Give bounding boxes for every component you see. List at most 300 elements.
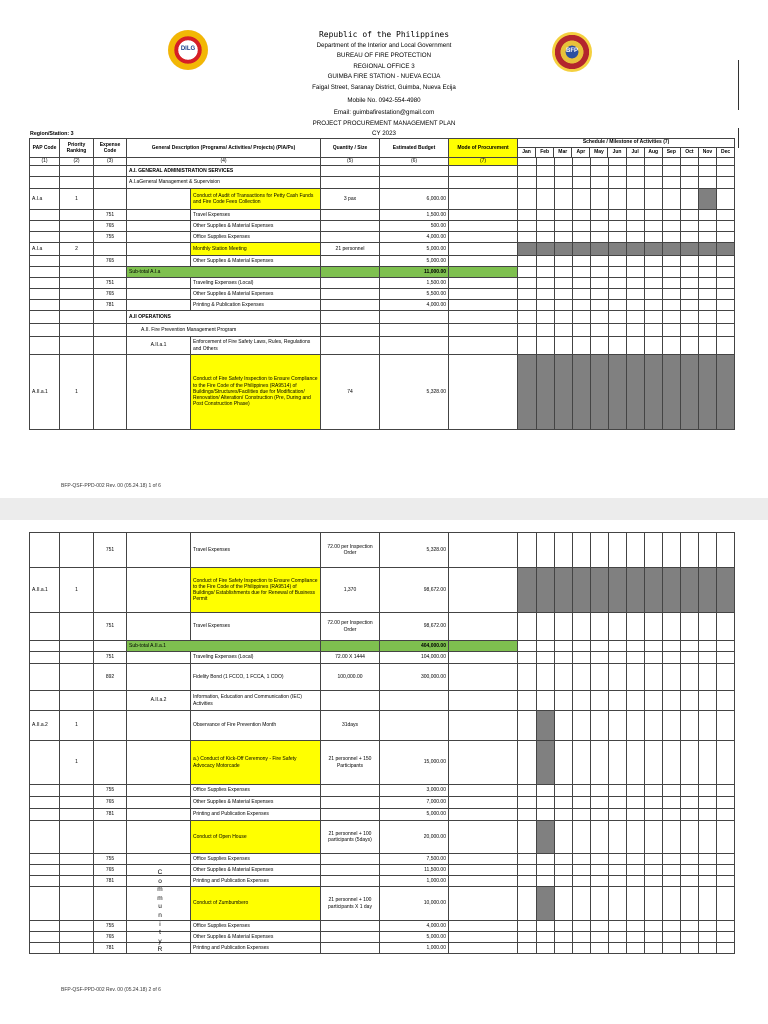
schedule-cell <box>627 337 645 355</box>
schedule-cell <box>591 664 609 691</box>
pap-code-cell <box>30 664 60 691</box>
priority-cell <box>60 221 94 232</box>
month-cell <box>609 158 627 166</box>
schedule-cell <box>663 613 681 641</box>
schedule-cell <box>518 232 537 243</box>
header-dept: Department of the Interior and Local Government <box>316 41 452 49</box>
schedule-cell <box>555 355 573 430</box>
schedule-cell <box>555 166 573 177</box>
quantity-cell <box>321 921 380 932</box>
priority-cell <box>60 177 94 189</box>
quantity-cell <box>321 337 380 355</box>
quantity-cell <box>321 177 380 189</box>
schedule-cell <box>717 232 735 243</box>
schedule-cell <box>555 267 573 278</box>
table-row <box>30 641 735 652</box>
schedule-cell <box>573 854 591 865</box>
schedule-cell <box>717 854 735 865</box>
table-row <box>30 921 735 932</box>
budget-cell: 20,000.00 <box>380 821 449 854</box>
blank-cell <box>127 821 191 854</box>
schedule-cell <box>699 785 717 797</box>
schedule-cell <box>573 641 591 652</box>
col-budget: Estimated Budget <box>380 139 449 158</box>
quantity-cell <box>321 221 380 232</box>
schedule-cell <box>609 256 627 267</box>
schedule-cell <box>591 256 609 267</box>
schedule-cell <box>717 809 735 821</box>
table-row <box>30 210 735 221</box>
schedule-cell <box>518 189 537 210</box>
schedule-cell <box>663 854 681 865</box>
blank-cell <box>127 797 191 809</box>
budget-cell: 500.00 <box>380 221 449 232</box>
schedule-cell <box>591 311 609 324</box>
schedule-cell <box>537 533 555 568</box>
schedule-cell <box>518 221 537 232</box>
schedule-cell <box>518 613 537 641</box>
schedule-cell <box>681 533 699 568</box>
schedule-cell <box>717 300 735 311</box>
schedule-cell <box>518 568 537 613</box>
schedule-cell <box>591 177 609 189</box>
pap-code-cell <box>30 177 60 189</box>
table-row <box>30 943 735 954</box>
col-number: (3) <box>94 158 127 166</box>
mode-cell <box>449 652 518 664</box>
month-jan: Jan <box>522 149 531 155</box>
schedule-cell <box>699 324 717 337</box>
table-row <box>30 797 735 809</box>
pap-code-cell <box>30 221 60 232</box>
mode-cell <box>449 243 518 256</box>
budget-cell: 7,000.00 <box>380 797 449 809</box>
schedule-cell <box>699 797 717 809</box>
header-bureau: BUREAU OF FIRE PROTECTION <box>336 52 432 60</box>
schedule-cell <box>627 921 645 932</box>
column-number-row <box>30 158 735 166</box>
schedule-cell <box>573 865 591 876</box>
mode-cell <box>449 232 518 243</box>
month-nov: Nov <box>698 148 716 157</box>
schedule-cell <box>717 797 735 809</box>
page-1 <box>0 0 768 498</box>
table-row <box>30 289 735 300</box>
schedule-cell <box>717 533 735 568</box>
schedule-cell <box>537 289 555 300</box>
description-cell: a.) Conduct of Kick-Off Ceremony - Fire Safety Advocacy Motorcade <box>191 741 321 785</box>
schedule-cell <box>518 289 537 300</box>
schedule-cell <box>663 741 681 785</box>
schedule-cell <box>663 278 681 289</box>
expense-code-cell <box>94 568 127 613</box>
schedule-cell <box>681 177 699 189</box>
schedule-cell <box>537 741 555 785</box>
expense-code-cell <box>94 267 127 278</box>
blank-cell <box>127 741 191 785</box>
schedule-cell <box>663 943 681 954</box>
priority-cell: 1 <box>60 189 94 210</box>
schedule-cell <box>681 232 699 243</box>
schedule-cell <box>573 711 591 741</box>
priority-cell <box>60 921 94 932</box>
schedule-cell <box>699 932 717 943</box>
mode-cell <box>449 278 518 289</box>
pap-code-cell <box>30 887 60 921</box>
schedule-cell <box>645 711 663 741</box>
schedule-cell <box>645 289 663 300</box>
schedule-cell <box>591 876 609 887</box>
priority-cell <box>60 324 94 337</box>
schedule-cell <box>681 311 699 324</box>
schedule-cell <box>573 300 591 311</box>
schedule-cell <box>591 243 609 256</box>
schedule-cell <box>645 355 663 430</box>
table-row <box>30 243 735 256</box>
budget-cell: 7,500.00 <box>380 854 449 865</box>
schedule-cell <box>573 887 591 921</box>
schedule-cell <box>627 221 645 232</box>
schedule-cell <box>537 177 555 189</box>
pap-code-cell <box>30 300 60 311</box>
quantity-cell <box>321 809 380 821</box>
pap-code-cell <box>30 337 60 355</box>
schedule-cell <box>699 854 717 865</box>
budget-cell: 98,672.00 <box>380 568 449 613</box>
schedule-cell <box>573 785 591 797</box>
quantity-cell <box>321 289 380 300</box>
description-cell: Conduct of Open House <box>191 821 321 854</box>
schedule-cell <box>717 289 735 300</box>
schedule-cell <box>627 652 645 664</box>
schedule-cell <box>663 166 681 177</box>
description-cell: Office Supplies Expenses <box>191 921 321 932</box>
schedule-cell <box>573 568 591 613</box>
priority-cell <box>60 932 94 943</box>
schedule-cell <box>555 210 573 221</box>
schedule-cell <box>591 289 609 300</box>
expense-code-cell: 781 <box>94 876 127 887</box>
schedule-cell <box>537 797 555 809</box>
blank-cell <box>127 533 191 568</box>
schedule-cell <box>663 267 681 278</box>
schedule-cell <box>663 311 681 324</box>
schedule-cell <box>627 232 645 243</box>
schedule-cell <box>627 664 645 691</box>
schedule-cell <box>537 355 555 430</box>
schedule-cell <box>681 921 699 932</box>
table-row <box>30 177 735 189</box>
schedule-cell <box>645 932 663 943</box>
description-cell: Other Supplies & Material Expenses <box>191 865 321 876</box>
program-heading: A.II. Fire Prevention Management Program <box>127 324 321 337</box>
subsection-heading: A.I.aGeneral Management & Supervision <box>127 177 321 189</box>
blank-cell <box>127 221 191 232</box>
schedule-cell <box>699 921 717 932</box>
table-row <box>30 887 735 921</box>
pap-code-cell: A.II.a.1 <box>30 355 60 430</box>
schedule-cell <box>555 691 573 711</box>
col-number: (2) <box>60 158 94 166</box>
expense-code-cell: 755 <box>94 921 127 932</box>
schedule-cell <box>681 876 699 887</box>
schedule-cell <box>681 568 699 613</box>
priority-cell: 2 <box>60 243 94 256</box>
priority-cell <box>60 300 94 311</box>
col-priority: Priority Ranking <box>60 139 94 158</box>
mode-cell <box>449 876 518 887</box>
schedule-cell <box>663 809 681 821</box>
schedule-cell <box>555 300 573 311</box>
budget-cell: 4,000.00 <box>380 300 449 311</box>
table-row <box>30 664 735 691</box>
activity-code-cell: A.II.a.1 <box>127 337 191 355</box>
schedule-cell <box>645 943 663 954</box>
schedule-cell <box>681 664 699 691</box>
header-plan: PROJECT PROCUREMENT MANAGEMENT PLAN <box>312 119 456 127</box>
schedule-cell <box>518 300 537 311</box>
schedule-cell <box>609 300 627 311</box>
schedule-cell <box>717 887 735 921</box>
quantity-cell <box>321 854 380 865</box>
schedule-cell <box>645 613 663 641</box>
schedule-cell <box>627 797 645 809</box>
month-aug: Aug <box>644 148 662 157</box>
schedule-cell <box>717 210 735 221</box>
budget-cell: 104,000.00 <box>380 652 449 664</box>
schedule-cell <box>609 932 627 943</box>
blank-cell <box>127 664 191 691</box>
schedule-cell <box>537 932 555 943</box>
month-cell <box>627 158 645 166</box>
schedule-cell <box>663 691 681 711</box>
schedule-cell <box>537 711 555 741</box>
schedule-cell <box>609 337 627 355</box>
table-row <box>30 854 735 865</box>
schedule-cell <box>699 166 717 177</box>
schedule-cell <box>699 256 717 267</box>
schedule-cell <box>591 278 609 289</box>
schedule-cell <box>537 691 555 711</box>
schedule-cell <box>591 887 609 921</box>
schedule-cell <box>717 641 735 652</box>
schedule-cell <box>591 821 609 854</box>
schedule-cell <box>609 613 627 641</box>
schedule-cell <box>555 256 573 267</box>
schedule-cell <box>699 177 717 189</box>
priority-cell <box>60 232 94 243</box>
schedule-cell <box>537 166 555 177</box>
schedule-cell <box>573 921 591 932</box>
schedule-cell <box>699 355 717 430</box>
expense-code-cell: 755 <box>94 785 127 797</box>
schedule-cell <box>645 267 663 278</box>
table-row <box>30 221 735 232</box>
priority-cell <box>60 267 94 278</box>
schedule-cell <box>681 337 699 355</box>
schedule-cell <box>645 533 663 568</box>
budget-cell: 3,000.00 <box>380 785 449 797</box>
page-gap <box>0 498 768 520</box>
schedule-cell <box>555 337 573 355</box>
col-quantity: Quantity / Size <box>321 139 380 158</box>
priority-cell <box>60 943 94 954</box>
table-row <box>30 232 735 243</box>
table-row <box>30 337 735 355</box>
schedule-cell <box>699 691 717 711</box>
schedule-cell <box>573 691 591 711</box>
description-cell: Travel Expenses <box>191 210 321 221</box>
schedule-cell <box>591 324 609 337</box>
month-cell <box>573 158 591 166</box>
schedule-cell <box>555 311 573 324</box>
budget-cell: 1,500.00 <box>380 210 449 221</box>
schedule-cell <box>681 267 699 278</box>
schedule-cell <box>663 210 681 221</box>
description-cell: Office Supplies Expenses <box>191 232 321 243</box>
table-row <box>30 932 735 943</box>
schedule-cell <box>555 932 573 943</box>
table-row <box>30 652 735 664</box>
schedule-cell <box>537 641 555 652</box>
schedule-cell <box>681 278 699 289</box>
schedule-cell <box>555 797 573 809</box>
mode-cell <box>449 711 518 741</box>
mode-cell <box>449 641 518 652</box>
table-row <box>30 324 735 337</box>
schedule-cell <box>591 232 609 243</box>
description-cell: Traveling Expenses (Local) <box>191 278 321 289</box>
schedule-cell <box>537 221 555 232</box>
schedule-cell <box>645 232 663 243</box>
month-row <box>518 148 734 157</box>
budget-cell: 5,000.00 <box>380 809 449 821</box>
priority-cell <box>60 311 94 324</box>
schedule-cell <box>699 821 717 854</box>
expense-code-cell <box>94 243 127 256</box>
schedule-cell <box>699 289 717 300</box>
schedule-cell <box>627 311 645 324</box>
schedule-cell <box>717 311 735 324</box>
header-email: Email: guimbafirestation@gmail.com <box>333 109 435 117</box>
table-row <box>30 691 735 711</box>
procurement-table-page-2 <box>29 532 735 954</box>
schedule-cell <box>681 256 699 267</box>
expense-code-cell <box>94 189 127 210</box>
schedule-cell <box>717 278 735 289</box>
schedule-cell <box>573 166 591 177</box>
schedule-cell <box>518 243 537 256</box>
schedule-cell <box>573 797 591 809</box>
budget-cell: 5,328.00 <box>380 533 449 568</box>
quantity-cell: 1,370 <box>321 568 380 613</box>
schedule-cell <box>555 533 573 568</box>
mode-cell <box>449 741 518 785</box>
schedule-cell <box>663 568 681 613</box>
expense-code-cell: 892 <box>94 664 127 691</box>
mode-cell <box>449 337 518 355</box>
schedule-cell <box>645 189 663 210</box>
schedule-cell <box>609 355 627 430</box>
expense-code-cell: 765 <box>94 797 127 809</box>
schedule-cell <box>537 300 555 311</box>
mode-cell <box>449 921 518 932</box>
schedule-cell <box>627 943 645 954</box>
priority-cell <box>60 166 94 177</box>
schedule-cell <box>573 243 591 256</box>
schedule-cell <box>555 177 573 189</box>
schedule-cell <box>609 691 627 711</box>
schedule-cell <box>717 932 735 943</box>
priority-cell <box>60 256 94 267</box>
schedule-cell <box>609 267 627 278</box>
quantity-cell <box>321 300 380 311</box>
schedule-cell <box>627 865 645 876</box>
mode-cell <box>449 785 518 797</box>
schedule-cell <box>627 821 645 854</box>
description-cell: Conduct of Fire Safety Inspection to Ensure Compliance to the Fire Code of the Philippines (RA9514) of Buildings/Structures/Facilities due for Modification/ Renovation/ Alteration/ Construction (Pre, During and Post Construction Phase) <box>191 355 321 430</box>
blank-cell <box>127 652 191 664</box>
quantity-cell: 74 <box>321 355 380 430</box>
schedule-cell <box>591 711 609 741</box>
mode-cell <box>449 854 518 865</box>
priority-cell: 1 <box>60 711 94 741</box>
blank-cell <box>127 210 191 221</box>
schedule-cell <box>627 324 645 337</box>
expense-code-cell <box>94 821 127 854</box>
schedule-cell <box>518 921 537 932</box>
budget-cell: 1,000.00 <box>380 943 449 954</box>
subtotal-label: Sub-total A.II.a.1 <box>127 641 321 652</box>
schedule-cell <box>627 568 645 613</box>
schedule-cell <box>627 809 645 821</box>
blank-cell <box>127 256 191 267</box>
schedule-cell <box>663 887 681 921</box>
schedule-cell <box>717 876 735 887</box>
mode-cell <box>449 177 518 189</box>
blank-cell <box>127 711 191 741</box>
pap-code-cell <box>30 256 60 267</box>
month-cell <box>555 158 573 166</box>
schedule-cell <box>699 533 717 568</box>
schedule-cell <box>627 741 645 785</box>
quantity-cell: 21 personnel <box>321 243 380 256</box>
blank-cell <box>127 568 191 613</box>
blank-cell <box>127 278 191 289</box>
pap-code-cell <box>30 289 60 300</box>
schedule-cell <box>699 613 717 641</box>
description-cell: Printing and Publication Expenses <box>191 809 321 821</box>
budget-cell <box>380 177 449 189</box>
month-may: May <box>589 148 607 157</box>
schedule-cell <box>518 267 537 278</box>
budget-cell: 4,000.00 <box>380 921 449 932</box>
expense-code-cell <box>94 711 127 741</box>
budget-cell: 10,000.00 <box>380 887 449 921</box>
priority-cell <box>60 664 94 691</box>
budget-cell: 5,000.00 <box>380 932 449 943</box>
schedule-cell <box>717 785 735 797</box>
schedule-cell <box>717 324 735 337</box>
schedule-cell <box>518 337 537 355</box>
schedule-cell <box>555 652 573 664</box>
quantity-cell <box>321 232 380 243</box>
pap-code-cell <box>30 809 60 821</box>
schedule-cell <box>681 797 699 809</box>
schedule-cell <box>518 311 537 324</box>
schedule-cell <box>681 809 699 821</box>
schedule-cell <box>555 232 573 243</box>
